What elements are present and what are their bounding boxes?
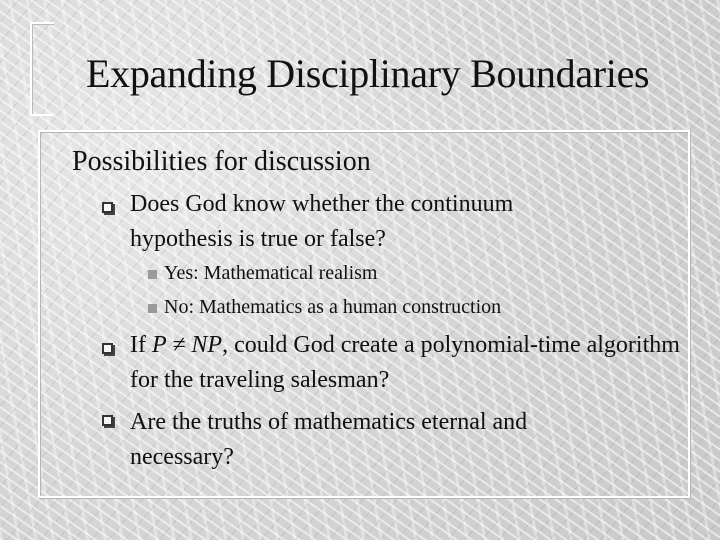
list-item-prefix: If: [130, 332, 152, 358]
list-item: [100, 187, 620, 257]
section-heading: Possibilities for discussion: [72, 146, 371, 177]
sub-item: No: Mathematics as a human construction: [164, 296, 502, 318]
list-item: [100, 405, 620, 475]
math-expression: P ≠ NP: [151, 332, 223, 358]
square-bullet-icon: [148, 270, 157, 279]
list-item-text: Does God know whether the continuum hypothesis is true or false?: [130, 191, 514, 252]
square-bullet-icon: [148, 304, 157, 313]
list-item-text: [100, 328, 680, 398]
slide-title: Expanding Disciplinary Boundaries: [86, 51, 650, 96]
list-item-text: Are the truths of mathematics eternal and necessary?: [130, 409, 528, 470]
list-item-rest: , could God create a polynomial-time algorithm for the traveling salesman?: [130, 332, 680, 393]
list-item: [100, 328, 680, 398]
sub-item: Yes: Mathematical realism: [164, 262, 378, 284]
title-decoration: [30, 22, 54, 116]
